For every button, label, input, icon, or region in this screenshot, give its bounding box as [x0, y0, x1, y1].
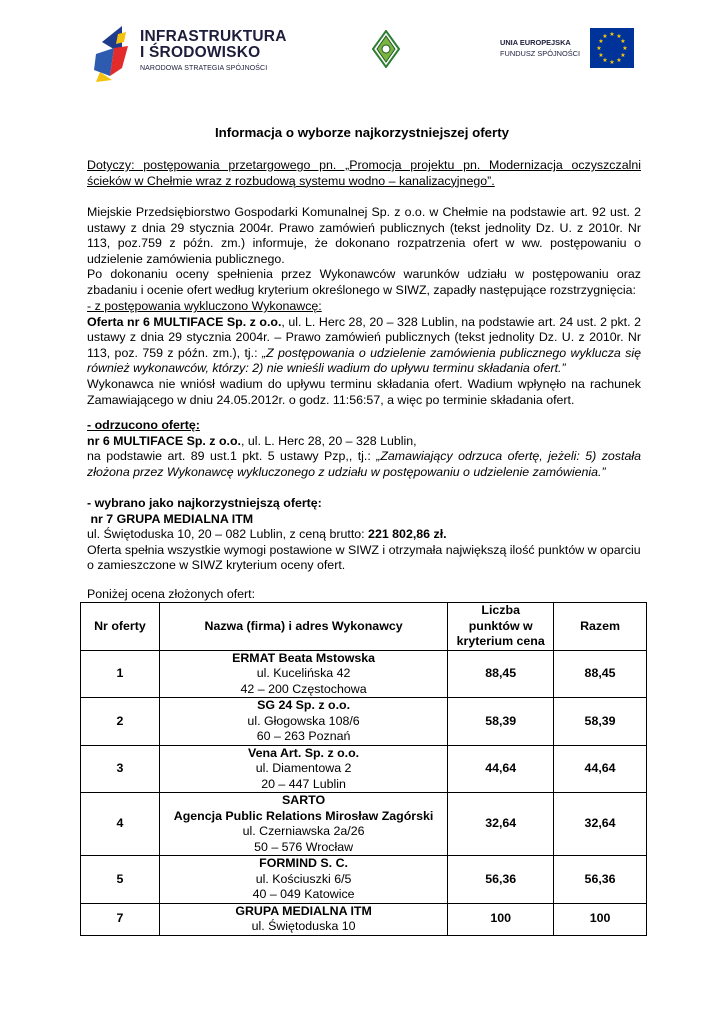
chosen-heading: - wybrano jako najkorzystniejszą ofertę: [87, 496, 322, 510]
row-points: 32,64 [448, 793, 554, 856]
row-nr: 5 [81, 856, 160, 904]
row-total: 32,64 [554, 793, 647, 856]
row-total: 44,64 [554, 745, 647, 793]
header-total: Razem [554, 603, 647, 651]
row-points: 44,64 [448, 745, 554, 793]
excluded-paragraph [87, 315, 641, 377]
svg-text:★: ★ [616, 33, 622, 40]
table-intro: Poniżej ocena złożonych ofert: [87, 587, 256, 601]
row-nr: 2 [81, 698, 160, 746]
row-firm [159, 793, 447, 856]
eu-logo [500, 28, 640, 70]
row-city: 50 – 576 Wrocław [254, 839, 354, 854]
rejected-address: , ul. L. Herc 28, 20 – 328 Lublin, [240, 433, 417, 448]
row-total: 56,36 [554, 856, 647, 904]
excluded-heading: - z postępowania wykluczono Wykonawcę: [87, 299, 322, 313]
row-street: ul. Diamentowa 2 [255, 761, 352, 776]
company-emblem-icon [372, 30, 400, 68]
chosen-address: ul. Świętoduska 10, 20 – 082 Lublin, z ceną brutto: [87, 527, 369, 542]
table-row [81, 903, 647, 935]
infrastruktura-logo [92, 22, 292, 86]
header-nr: Nr oferty [81, 603, 160, 651]
rejected-section [87, 418, 641, 480]
page-title: Informacja o wyborze najkorzystniejszej oferty [214, 125, 510, 140]
rejected-text: na podstawie art. 89 ust.1 pkt. 5 ustawy Pzp,, tj.: [87, 449, 377, 464]
row-nr: 3 [81, 745, 160, 793]
row-firm [159, 903, 447, 935]
excluded-text: , ul. L. Herc 28, 20 – 328 Lublin, na podstawie art. 24 ust. 2 pkt. 2 ustawy z dnia 29 stycznia 2004r. – Prawo zamówień publicznych (tekst jednolity Dz. U. z 2010r. Nr 113, poz. 759 z późn. zm.), tj.: [87, 314, 641, 360]
svg-text:★: ★ [620, 38, 626, 45]
table-row [81, 650, 647, 698]
row-points: 58,39 [448, 698, 554, 746]
row-street: ul. Głogowska 108/6 [247, 713, 360, 728]
excluded-firm: Oferta nr 6 MULTIFACE Sp. z o.o. [87, 314, 282, 329]
table-header-row [81, 603, 647, 651]
table-row [81, 745, 647, 793]
row-city: 40 – 049 Katowice [252, 887, 355, 902]
svg-text:★: ★ [609, 59, 615, 66]
intro-paragraph-1: Miejskie Przedsiębiorstwo Gospodarki Komunalnej Sp. z o.o. w Chełmie na podstawie art. 92 ust. 2 ustawy z dnia 29 stycznia 2004r. Prawo zamówień publicznych (tekst jednolity Dz. U. z 2010r. Nr 113, poz.759 z późn. zm.) informuje, że dokonano rozpatrzenia ofert w ww. postępowaniu o udzielenie zamówienia publicznego. [87, 205, 641, 266]
row-name: SARTO [281, 793, 326, 808]
row-name: SG 24 Sp. z o.o. [257, 698, 351, 713]
row-street: ul. Czerniawska 2a/26 [242, 824, 365, 839]
row-firm [159, 698, 447, 746]
row-total: 88,45 [554, 650, 647, 698]
row-street: ul. Świętoduska 10 [251, 919, 356, 934]
svg-text:★: ★ [620, 52, 626, 59]
row-nr: 4 [81, 793, 160, 856]
offers-table [80, 602, 647, 936]
infra-title-line1: INFRASTRUKTURA [140, 28, 287, 45]
eu-flag-icon [590, 28, 634, 68]
row-name: ERMAT Beata Mstowska [232, 650, 376, 665]
row-name: GRUPA MEDIALNA ITM [235, 903, 372, 918]
table-row [81, 698, 647, 746]
chosen-price: 221 802,86 zł. [368, 527, 447, 542]
eu-line2: FUNDUSZ SPÓJNOŚCI [500, 49, 581, 58]
infrastruktura-title [140, 29, 287, 61]
row-name: FORMIND S. C. [259, 856, 348, 871]
infrastruktura-emblem-icon [92, 24, 136, 84]
row-points: 88,45 [448, 650, 554, 698]
row-street: ul. Kucelińska 42 [256, 666, 351, 681]
subject-paragraph: Dotyczy: postępowania przetargowego pn. „Promocja projektu pn. Modernizacja oczyszczalni ścieków w Chełmie wraz z rozbudową systemu wodno – kanalizacyjnego”. [87, 158, 641, 188]
intro-section [87, 205, 641, 299]
excluded-section [87, 299, 641, 408]
header-points-line1: Liczba [481, 603, 520, 617]
svg-text:★: ★ [616, 57, 622, 64]
excluded-quote: „Z postępowania o udzielenie zamówienia publicznego wyklucza się również wykonawców, którzy: 2) nie wnieśli wadium do upływu terminu składania ofert.” [87, 345, 641, 376]
table-body [81, 650, 647, 935]
row-nr: 1 [81, 650, 160, 698]
excluded-reason: Wykonawca nie wniósł wadium do upływu terminu składania ofert. Wadium wpłynęło na rachunek Zamawiającego w dniu 24.05.2012r. o godz. 11:56:57, a więc po terminie składania ofert. [87, 376, 641, 407]
header-name: Nazwa (firma) i adres Wykonawcy [159, 603, 447, 651]
table-row [81, 856, 647, 904]
row-points: 100 [448, 903, 554, 935]
table-row [81, 793, 647, 856]
row-total: 58,39 [554, 698, 647, 746]
chosen-address-line [87, 527, 641, 543]
row-firm [159, 856, 447, 904]
chosen-text: Oferta spełnia wszystkie wymogi postawione w SIWZ i otrzymała największą ilość punktów w oparciu o zamieszczone w SIWZ kryterium oceny ofert. [87, 542, 641, 573]
company-emblem [372, 30, 400, 68]
row-name: Vena Art. Sp. z o.o. [248, 745, 360, 760]
svg-text:★: ★ [609, 31, 615, 38]
svg-text:★: ★ [622, 45, 628, 52]
header-points-line2: punktów w [468, 618, 533, 633]
row-city: 20 – 447 Lublin [261, 776, 346, 791]
svg-text:★: ★ [596, 45, 602, 52]
rejected-paragraph [87, 449, 641, 480]
eu-line1: UNIA EUROPEJSKA [500, 38, 571, 47]
row-firm [159, 650, 447, 698]
row-firm [159, 745, 447, 793]
rejected-quote: „Zamawiający odrzuca ofertę, jeżeli: 5) została złożona przez Wykonawcę wykluczonego z udziału w postępowaniu o udzielenie zamówienia.” [87, 449, 641, 479]
svg-text:★: ★ [602, 57, 608, 64]
row-points: 56,36 [448, 856, 554, 904]
chosen-section [87, 496, 641, 574]
infrastruktura-subtitle: NARODOWA STRATEGIA SPÓJNOŚCI [140, 65, 268, 72]
rejected-firm: nr 6 MULTIFACE Sp. z o.o. [87, 433, 241, 448]
rejected-firm-line [87, 434, 641, 450]
header-points [448, 603, 554, 651]
row-nr: 7 [81, 903, 160, 935]
row-street: ul. Kościuszki 6/5 [255, 871, 352, 886]
header-points-line3: kryterium cena [456, 634, 545, 649]
row-total: 100 [554, 903, 647, 935]
svg-text:★: ★ [598, 38, 604, 45]
row-city: 42 – 200 Częstochowa [240, 681, 367, 696]
chosen-firm: nr 7 GRUPA MEDIALNA ITM [87, 511, 254, 526]
svg-text:★: ★ [598, 52, 604, 59]
eu-text [500, 37, 580, 59]
infra-title-line2: I ŚRODOWISKO [140, 44, 261, 61]
rejected-heading: - odrzucono ofertę: [87, 418, 200, 432]
svg-text:★: ★ [602, 33, 608, 40]
row-city: 60 – 263 Poznań [256, 729, 351, 744]
row-extra: Agencja Public Relations Mirosław Zagórski [173, 808, 434, 823]
intro-paragraph-2: Po dokonaniu oceny spełnienia przez Wykonawców warunków udziału w postępowaniu oraz zbadaniu i ocenie ofert według kryterium określonego w SIWZ, zapadły następujące rozstrzygnięcia: [87, 267, 641, 297]
